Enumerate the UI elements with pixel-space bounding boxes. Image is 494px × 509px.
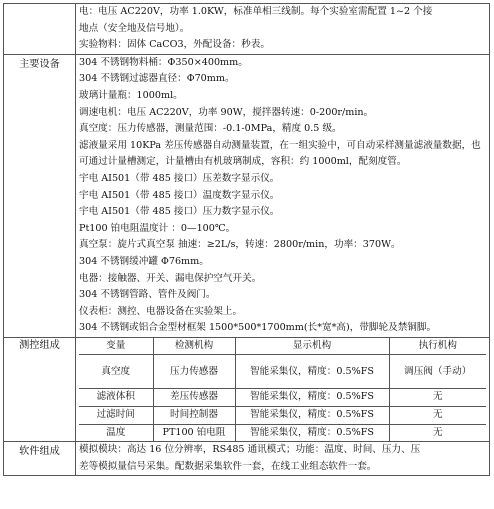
variable-cell: 温度	[79, 424, 153, 441]
col-header-display: 显示机构	[235, 338, 389, 355]
variable-cell: 过滤时间	[79, 407, 153, 425]
power-label-cell	[4, 4, 76, 55]
power-line: 地点（安全地及信号地）。	[79, 22, 190, 34]
software-row	[4, 442, 490, 476]
control-table	[79, 338, 486, 441]
actuator-cell: 无	[389, 389, 486, 407]
col-header-variable: 变量	[79, 338, 153, 355]
detector-cell: PT100 铂电阻	[153, 424, 235, 441]
variable-cell: 滤液体积	[79, 389, 153, 407]
equipment-line: 宇电 AI501（带 485 接口）压差数字显示仪。	[79, 172, 280, 184]
table-row	[79, 389, 486, 407]
equipment-line: 真空度：压力传感器，测量范围：-0.1-0MPa，精度 0.5 级。	[79, 123, 342, 135]
equipment-line: 宇电 AI501（带 485 接口）温度数字显示仪。	[79, 189, 280, 201]
variable-cell: 真空度	[79, 355, 153, 389]
equipment-line: 仪表柜：测控、电器设备在实验架上。	[79, 305, 243, 317]
table-row	[79, 355, 486, 389]
display-cell: 智能采集仪，精度：0.5%FS	[235, 407, 389, 425]
col-header-actuator: 执行机构	[389, 338, 486, 355]
detector-cell: 时间控制器	[153, 407, 235, 425]
power-line: 电：电压 AC220V，功率 1.0KW，标准单相三线制。每个实验室需配置 1~2 个接	[79, 6, 433, 17]
equipment-label: 主要设备	[4, 54, 76, 337]
equipment-line: Pt100 铂电阻温度计 ：0—100℃。	[79, 222, 236, 234]
equipment-line: 电器：接触器、开关、漏电保护空气开关。	[79, 272, 262, 284]
actuator-cell: 调压阀（手动）	[389, 355, 486, 389]
equipment-cell	[76, 54, 490, 337]
equipment-line: 玻璃计量瓶：1000ml。	[79, 89, 183, 101]
detector-cell: 压力传感器	[153, 355, 235, 389]
software-line: 差等模拟量信号采集。配数据采集软件一套，在线工业组态软件一套。	[79, 460, 377, 472]
equipment-row	[4, 54, 490, 337]
control-label: 测控组成	[4, 337, 76, 441]
control-header-row	[79, 338, 486, 355]
spec-table	[3, 3, 490, 476]
software-cell	[76, 442, 490, 476]
equipment-line: 调速电机：电压 AC220V，功率 90W，搅拌器转速：0-200r/min。	[79, 106, 374, 118]
equipment-line: 真空泵：旋片式真空泵 抽速：≥2L/s，转速：2800r/min，功率：370W。	[79, 239, 401, 251]
equipment-line: 滤液量采用 10KPa 差压传感器自动测量装置，在一组实验中，可自动采样测量滤液量数据，也可通过计量槽测定，计量槽由有机玻璃制成，容积：约 1000ml，配刻度管。	[79, 139, 481, 168]
equipment-line: 304 不锈钢物料桶：Φ350×400mm。	[79, 56, 248, 68]
equipment-line: 宇电 AI501（带 485 接口）压力数字显示仪。	[79, 206, 280, 218]
actuator-cell: 无	[389, 407, 486, 425]
actuator-cell: 无	[389, 424, 486, 441]
table-row	[79, 407, 486, 425]
table-row	[79, 424, 486, 441]
software-line: 模拟模块：高达 16 位分辨率，RS485 通讯模式；功能：温度、时间、压力、压	[79, 444, 421, 456]
equipment-line: 304 不锈钢或铝合金型材框架 1500*500*1700mm(长*宽*高)，带脚轮及禁铜脚。	[79, 322, 437, 334]
control-row	[4, 337, 490, 441]
display-cell: 智能采集仪，精度：0.5%FS	[235, 424, 389, 441]
power-row	[4, 4, 490, 55]
control-cell	[76, 337, 490, 441]
equipment-line: 304 不锈钢缓冲罐 Φ76mm。	[79, 255, 209, 267]
display-cell: 智能采集仪，精度：0.5%FS	[235, 355, 389, 389]
materials-line: 实验物料：固体 CaCO3，外配设备：秒表。	[79, 39, 270, 51]
col-header-detector: 检测机构	[153, 338, 235, 355]
software-label: 软件组成	[4, 442, 76, 476]
power-cell	[76, 4, 490, 55]
equipment-line: 304 不锈钢管路、管件及阀门。	[79, 289, 216, 301]
equipment-line: 304 不锈钢过滤器直径：Φ70mm。	[79, 73, 235, 85]
display-cell: 智能采集仪，精度：0.5%FS	[235, 389, 389, 407]
detector-cell: 差压传感器	[153, 389, 235, 407]
